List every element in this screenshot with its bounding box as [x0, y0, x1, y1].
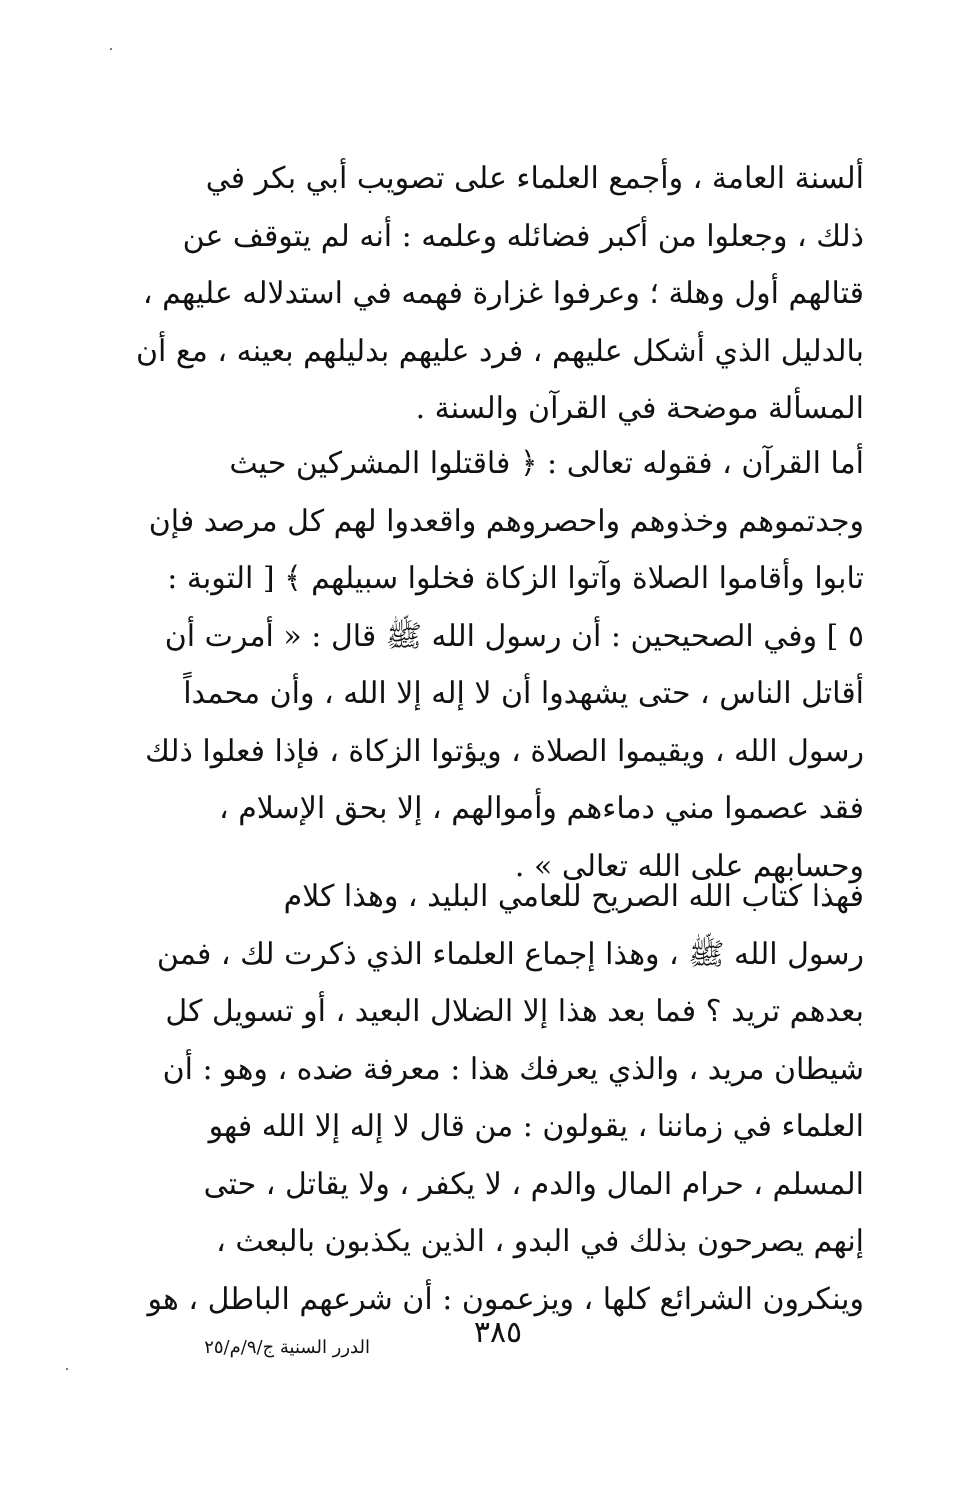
page-number: ٣٨٥ [473, 1315, 523, 1350]
paragraph-1 [112, 150, 864, 438]
paragraph-2 [112, 435, 864, 895]
text-line: بعدهم تريد ؟ فما بعد هذا إلا الضلال البعيد ، أو تسويل كل [165, 994, 864, 1029]
scan-speck [110, 48, 112, 50]
footer-reference: الدرر السنية ج/٩/م/٢٥ [204, 1337, 370, 1358]
text-line: أما القرآن ، فقوله تعالى : ﴿ فاقتلوا المشركين حيث [229, 446, 864, 481]
text-line: رسول الله ﷺ ، وهذا إجماع العلماء الذي ذكرت لك ، فمن [156, 936, 864, 972]
text-line: قتالهم أول وهلة ؛ وعرفوا غزارة فهمه في استدلاله عليهم ، [142, 276, 864, 311]
text-line: أقاتل الناس ، حتى يشهدوا أن لا إله إلا الله ، وأن محمداً [183, 676, 864, 711]
text-line: المسلم ، حرام المال والدم ، لا يكفر ، ولا يقاتل ، حتى [203, 1166, 864, 1202]
text-line: ٥ ] وفي الصحيحين : أن رسول الله ﷺ قال : « أمرت أن [164, 618, 864, 654]
text-line: بالدليل الذي أشكل عليهم ، فرد عليهم بدليلهم بعينه ، مع أن [135, 333, 864, 369]
text-line: فقد عصموا مني دماءهم وأموالهم ، إلا بحق الإسلام ، [218, 791, 864, 826]
text-line: شيطان مريد ، والذي يعرفك هذا : معرفة ضده ، وهو : أن [162, 1051, 864, 1087]
text-line: وجدتموهم وخذوهم واحصروهم واقعدوا لهم كل مرصد فإن [148, 503, 864, 539]
text-line: وينكرون الشرائع كلها ، ويزعمون : أن شرعهم الباطل ، هو [147, 1281, 864, 1317]
paragraph-3 [112, 868, 864, 1328]
text-line: إنهم يصرحون بذلك في البدو ، الذين يكذبون بالبعث ، [216, 1224, 864, 1259]
text-line: وحسابهم على الله تعالى » . [514, 848, 864, 884]
text-line: ألسنة العامة ، وأجمع العلماء على تصويب أبي بكر في [205, 161, 864, 196]
text-line: فهذا كتاب الله الصريح للعامي البليد ، وهذا كلام [283, 879, 864, 914]
text-line: تابوا وأقاموا الصلاة وآتوا الزكاة فخلوا سبيلهم ﴾ [ التوبة : [167, 561, 864, 596]
text-line: المسألة موضحة في القرآن والسنة . [415, 391, 864, 426]
text-line: ذلك ، وجعلوا من أكبر فضائله وعلمه : أنه لم يتوقف عن [182, 218, 864, 254]
text-line: رسول الله ، ويقيموا الصلاة ، ويؤتوا الزكاة ، فإذا فعلوا ذلك [145, 733, 864, 769]
scan-speck [66, 1368, 68, 1370]
text-line: العلماء في زماننا ، يقولون : من قال لا إله إلا الله فهو [208, 1109, 864, 1144]
